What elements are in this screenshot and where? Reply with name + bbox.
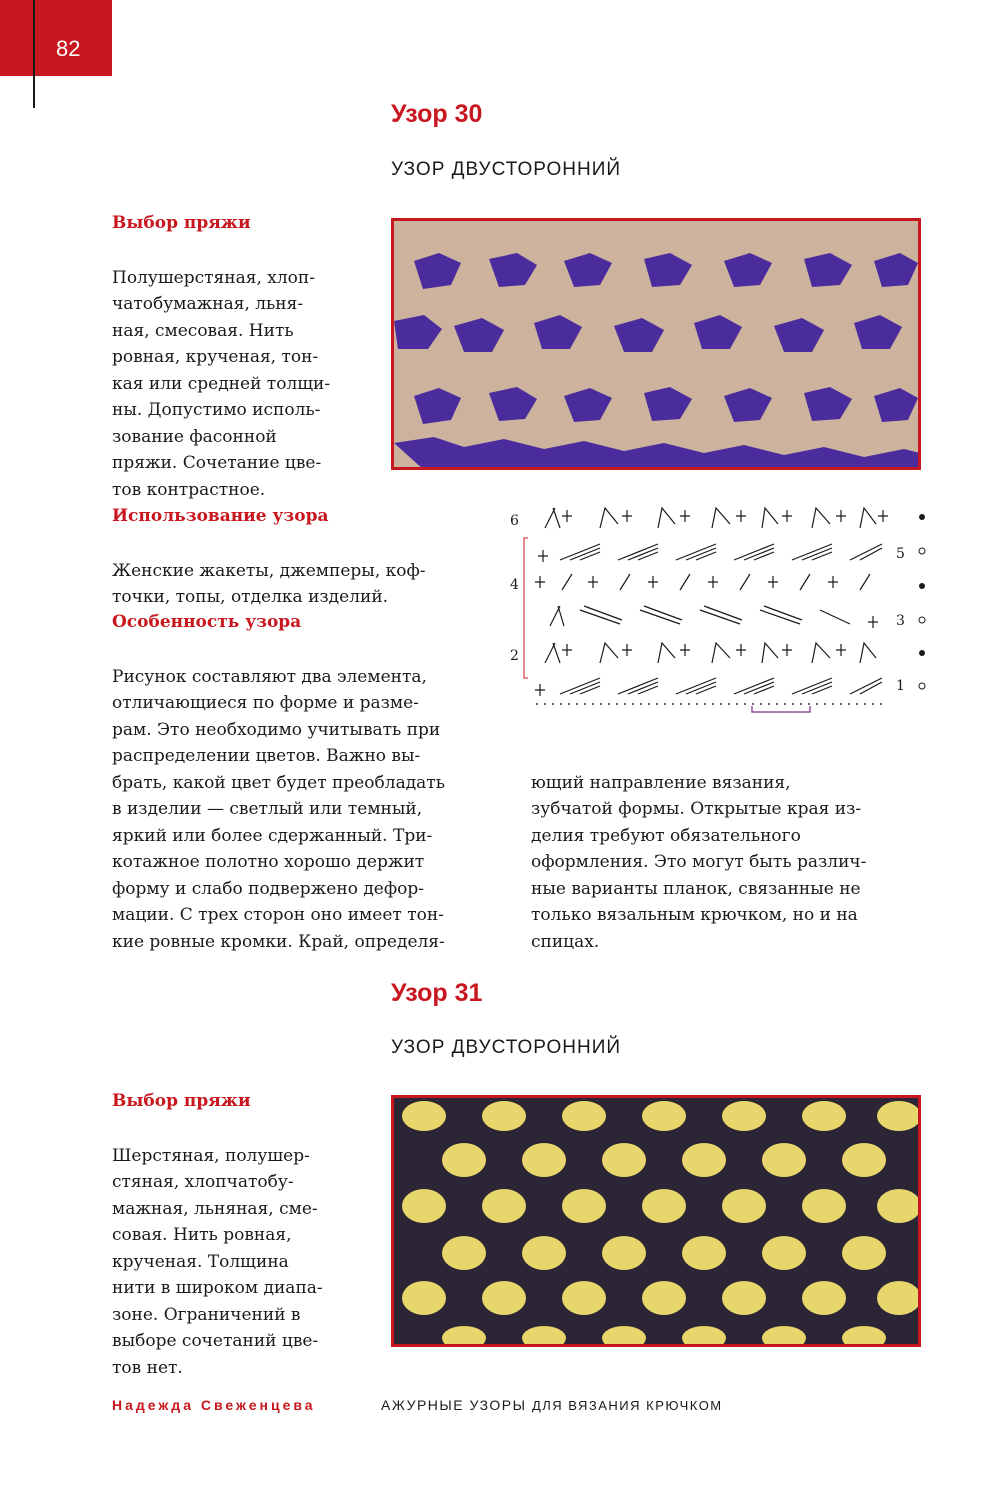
pattern-31-subtitle: УЗОР ДВУСТОРОННИЙ [391, 1037, 622, 1058]
footer-book-title-sub: ДЛЯ ВЯЗАНИЯ КРЮЧКОМ [531, 1398, 723, 1413]
pattern-30-yarn-heading: Выбор пряжи [112, 213, 251, 233]
chart-row-3 [550, 606, 878, 628]
pattern-30-usage-text: Женские жакеты, джемперы, коф- точки, топы, отделка изделий. [112, 560, 426, 607]
chart-row-label-5: 5 [896, 546, 905, 562]
chart-repeat-bracket [752, 706, 810, 712]
chart-stitches [535, 508, 888, 712]
chart-row-label-6: 6 [510, 513, 519, 529]
pattern-30-photo-drawing [394, 221, 918, 467]
pattern-30-subtitle: УЗОР ДВУСТОРОННИЙ [391, 159, 622, 180]
pattern-30-yarn-text: Полушерстяная, хлоп- чатобумажная, льня- ная, смесовая. Нить ровная, крученая, тон- кая или средней толщи- ны. Допустимо исполь- зование фасонной пряжи. Сочетание цве- тов контрастное. [112, 267, 331, 500]
chart-row-label-4: 4 [510, 577, 519, 593]
chart-bracket [524, 538, 528, 678]
pattern-30-photo [391, 218, 921, 470]
chart-row-label-1: 1 [896, 678, 905, 694]
chart-row-6 [545, 508, 888, 528]
chart-row-label-3: 3 [896, 613, 905, 629]
pattern-31-photo-drawing [394, 1098, 918, 1344]
chart-row-5 [538, 544, 882, 562]
pattern-30-feature-text-right: ющий направление вязания, зубчатой формы. Открытые края из- делия требуют обязательного оформления. Это могут быть различ- ные варианты планок, связанные не только вязальным крючком, но и на спицах. [531, 772, 867, 952]
crochet-chart [500, 498, 940, 720]
chart-row-markers [919, 514, 925, 689]
pattern-30-feature-text-left: Рисунок составляют два элемента, отличающиеся по форме и разме- рам. Это необходимо учитывать при распределении цветов. Важно вы- брать, какой цвет будет преобладать в изделии — светлый или темный, яркий или более сдержанный. Три- котажное полотно хорошо держит форму и слабо подвержено дефор- мации. С трех сторон оно имеет тон- кие ровные кромки. Край, определя- [112, 666, 445, 952]
chart-row-2 [545, 643, 876, 663]
margin-rule [33, 0, 35, 108]
pattern-30-feature-heading: Особенность узора [112, 612, 302, 632]
pattern-31-yarn-text: Шерстяная, полушер- стяная, хлопчатобу- мажная, льняная, сме- совая. Нить ровная, крученая. Толщина нити в широком диапа- зоне. Ограничений в выборе сочетаний цве- тов нет. [112, 1145, 323, 1378]
pattern-31-photo [391, 1095, 921, 1347]
page-number: 82 [56, 36, 81, 61]
chart-row-4 [535, 574, 870, 590]
footer-book-title-main: АЖУРНЫЕ УЗОРЫ [381, 1397, 527, 1413]
pattern-30-usage-heading: Использование узора [112, 506, 329, 526]
footer-author: Надежда Свеженцева [112, 1397, 316, 1413]
chart-row-1 [535, 678, 882, 696]
pattern-31-yarn-heading: Выбор пряжи [112, 1091, 251, 1111]
pattern-31-title: Узор 31 [391, 979, 483, 1007]
chart-row-label-2: 2 [510, 648, 519, 664]
pattern-30-title: Узор 30 [391, 100, 483, 128]
footer-book-title [381, 1397, 723, 1413]
